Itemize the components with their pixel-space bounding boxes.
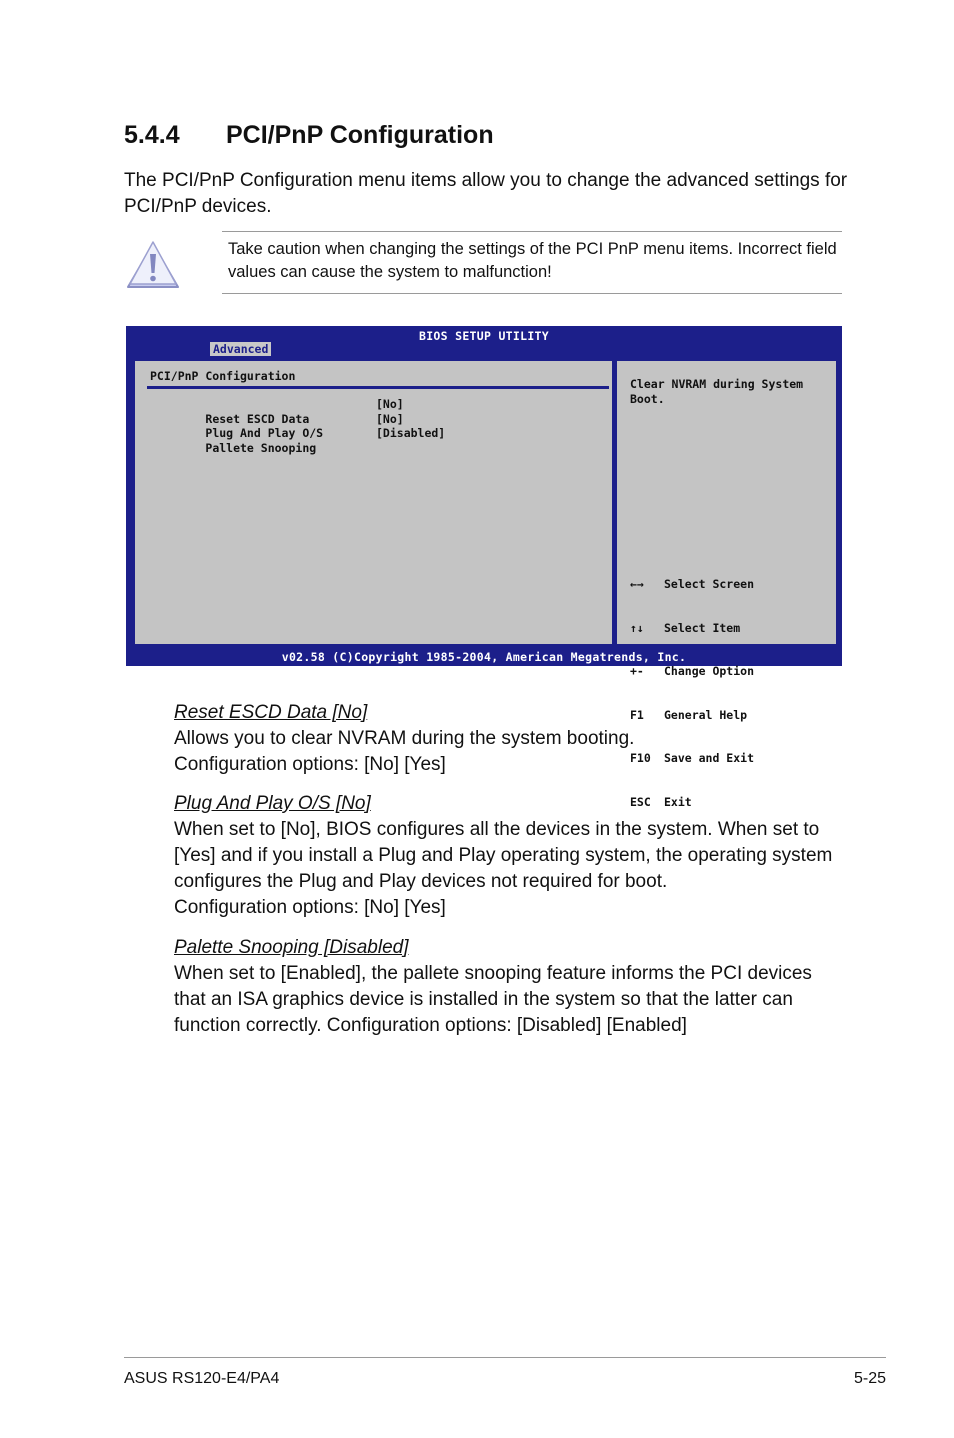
item-name: Reset ESCD Data [No]	[174, 702, 368, 723]
caution-text: Take caution when changing the settings of the PCI PnP menu items. Incorrect field values can cause the system to malfunction!	[228, 240, 837, 281]
item-options: Configuration options: [No] [Yes]	[174, 754, 446, 775]
key-legend-row: F10 Save and Exit	[630, 751, 755, 765]
setting-label: Pallete Snooping	[205, 440, 317, 455]
key-legend-row: ↑↓ Select Item	[630, 620, 741, 635]
item-options: Configuration options: [No] [Yes]	[174, 897, 446, 918]
intro-paragraph: The PCI/PnP Configuration menu items allow you to change the advanced settings for PCI/PnP devices.	[124, 170, 848, 217]
panel-title: PCI/PnP Configuration	[150, 369, 296, 383]
item-description: Allows you to clear NVRAM during the system booting.	[174, 728, 635, 749]
item-name: Plug And Play O/S [No]	[174, 793, 371, 814]
section-number: 5.4.4	[124, 121, 180, 149]
footer-rule	[124, 1357, 886, 1358]
item-reset-escd-data	[174, 700, 844, 778]
note-top-rule	[222, 231, 842, 232]
item-plug-and-play-os	[174, 791, 844, 921]
setting-pallete-snooping[interactable]	[150, 426, 446, 484]
setting-label: Reset ESCD Data	[205, 411, 310, 426]
key-legend-row: F1 General Help	[630, 707, 748, 722]
item-palette-snooping	[174, 935, 844, 1039]
setting-value[interactable]: [No]	[376, 397, 404, 411]
key-legend-row: ESC Exit	[630, 794, 692, 809]
key-legend-row: +- Change Option	[630, 664, 755, 678]
setting-value[interactable]: [No]	[376, 411, 404, 426]
section-title: PCI/PnP Configuration	[226, 121, 494, 149]
arrows-up-down-icon: ↑↓	[630, 620, 644, 635]
setting-value[interactable]: [Disabled]	[376, 426, 446, 440]
item-name: Palette Snooping [Disabled]	[174, 937, 409, 958]
help-panel	[614, 358, 839, 809]
footer-product: ASUS RS120-E4/PA4	[124, 1370, 280, 1387]
item-description: When set to [No], BIOS configures all the devices in the system. When set to [Yes] and if you install a Plug and Play operating system, the operating system configures the Plug and Play devices not required for boot.	[174, 819, 833, 892]
bios-title: BIOS SETUP UTILITY	[418, 329, 550, 343]
page-number: 5-25	[853, 1370, 886, 1387]
item-description: When set to [Enabled], the pallete snooping feature informs the PCI devices that an ISA graphics device is installed in the system so that the latter can function correctly. Configuration options: [Disabled] [Enabled]	[174, 963, 812, 1036]
help-text: Clear NVRAM during System Boot.	[630, 377, 804, 406]
panel-divider	[147, 386, 609, 389]
tab-advanced[interactable]: Advanced	[210, 342, 271, 356]
settings-panel	[132, 358, 615, 647]
setting-label: Plug And Play O/S	[205, 426, 324, 440]
arrows-left-right-icon: ←→	[630, 577, 644, 591]
caution-triangle-icon	[124, 238, 182, 290]
bios-copyright: v02.58 (C)Copyright 1985-2004, American Megatrends, Inc.	[281, 650, 687, 664]
key-legend-row: ←→ Select Screen	[630, 577, 755, 591]
note-bottom-rule	[222, 293, 842, 294]
section-heading	[124, 121, 494, 150]
